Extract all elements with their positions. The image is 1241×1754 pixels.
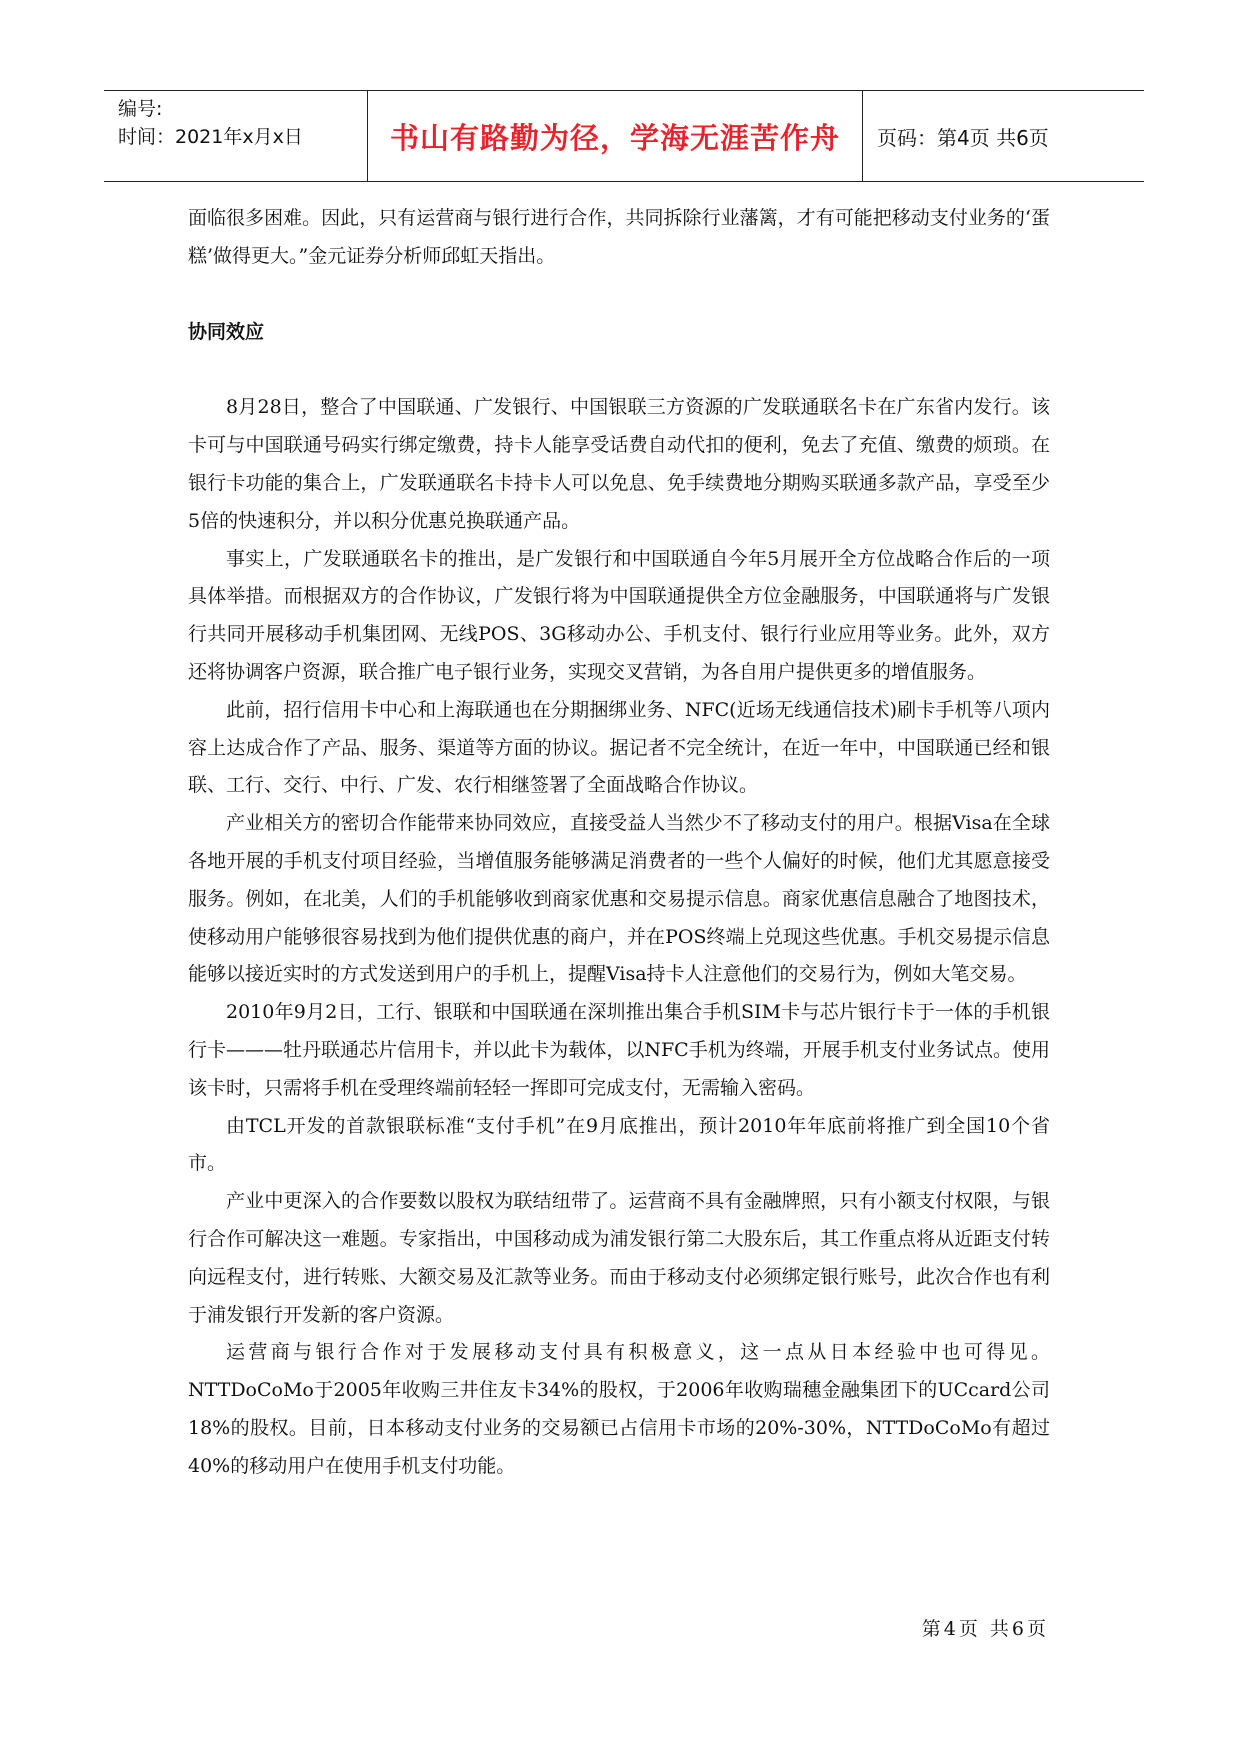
- page-code-text: 页码：第4页 共6页: [877, 125, 1049, 150]
- paragraph: 由TCL开发的首款银联标准“支付手机”在9月底推出，预计2010年年底前将推广到全国10个省市。: [188, 1114, 1050, 1175]
- number-label: 编号:: [118, 98, 163, 120]
- paragraph: 产业相关方的密切合作能带来协同效应，直接受益人当然少不了移动支付的用户。根据Visa在全球各地开展的手机支付项目经验，当增值服务能够满足消费者的一些个人偏好的时候，他们尤其愿意接受服务。例如，在北美，人们的手机能够收到商家优惠和交易提示信息。商家优惠信息融合了地图技术，使移动用户能够很容易找到为他们提供优惠的商户，并在POS终端上兑现这些优惠。手机交易提示信息能够以接近实时的方式发送到用户的手机上，提醒Visa持卡人注意他们的交易行为，例如大笔交易。: [188, 812, 1050, 986]
- motto-text: 书山有路勤为径，学海无涯苦作舟: [389, 120, 840, 155]
- paragraph: 运营商与银行合作对于发展移动支付具有积极意义，这一点从日本经验中也可得见。NTTDoCoMo于2005年收购三井住友卡34%的股权，于2006年收购瑞穗金融集团下的UCcard公司18%的股权。目前，日本移动支付业务的交易额已占信用卡市场的20%-30%，NTTDoCoMo有超过40%的移动用户在使用手机支付功能。: [188, 1341, 1050, 1477]
- header-page-cell: [863, 91, 1144, 181]
- paragraph-continued: 面临很多困难。因此，只有运营商与银行进行合作，共同拆除行业藩篱，才有可能把移动支付业务的‘蛋糕’做得更大。”金元证券分析师邱虹天指出。: [188, 207, 1050, 267]
- paragraph: 8月28日，整合了中国联通、广发银行、中国银联三方资源的广发联通联名卡在广东省内发行。该卡可与中国联通号码实行绑定缴费，持卡人能享受话费自动代扣的便利，免去了充值、缴费的烦琐。在银行卡功能的集合上，广发联通联名卡持卡人可以免息、免手续费地分期购买联通多款产品，享受至少5倍的快速积分，并以积分优惠兑换联通产品。: [188, 396, 1050, 532]
- header-info-cell: [104, 91, 368, 181]
- page-footer: 第4页 共6页: [921, 1618, 1049, 1640]
- paragraph: 2010年9月2日，工行、银联和中国联通在深圳推出集合手机SIM卡与芯片银行卡于一体的手机银行卡———牡丹联通芯片信用卡，并以此卡为载体，以NFC手机为终端，开展手机支付业务试点。使用该卡时，只需将手机在受理终端前轻轻一挥即可完成支付，无需输入密码。: [188, 1001, 1050, 1099]
- page-header: [104, 90, 1144, 182]
- header-motto-cell: [368, 91, 863, 181]
- paragraph: 产业中更深入的合作要数以股权为联结纽带了。运营商不具有金融牌照，只有小额支付权限，与银行合作可解决这一难题。专家指出，中国移动成为浦发银行第二大股东后，其工作重点将从近距支付转向远程支付，进行转账、大额交易及汇款等业务。而由于移动支付必须绑定银行账号，此次合作也有利于浦发银行开发新的客户资源。: [188, 1190, 1050, 1326]
- document-body: [188, 200, 1050, 1486]
- section-title: 协同效应: [188, 320, 265, 343]
- paragraph: 事实上，广发联通联名卡的推出，是广发银行和中国联通自今年5月展开全方位战略合作后的一项具体举措。而根据双方的合作协议，广发银行将为中国联通提供全方位金融服务，中国联通将与广发银行共同开展移动手机集团网、无线POS、3G移动办公、手机支付、银行行业应用等业务。此外，双方还将协调客户资源，联合推广电子银行业务，实现交叉营销，为各自用户提供更多的增值服务。: [188, 547, 1050, 683]
- time-label: 时间：2021年x月x日: [118, 126, 303, 148]
- paragraph: 此前，招行信用卡中心和上海联通也在分期捆绑业务、NFC(近场无线通信技术)刷卡手机等八项内容上达成合作了产品、服务、渠道等方面的协议。据记者不完全统计，在近一年中，中国联通已经和银联、工行、交行、中行、广发、农行相继签署了全面战略合作协议。: [188, 698, 1050, 797]
